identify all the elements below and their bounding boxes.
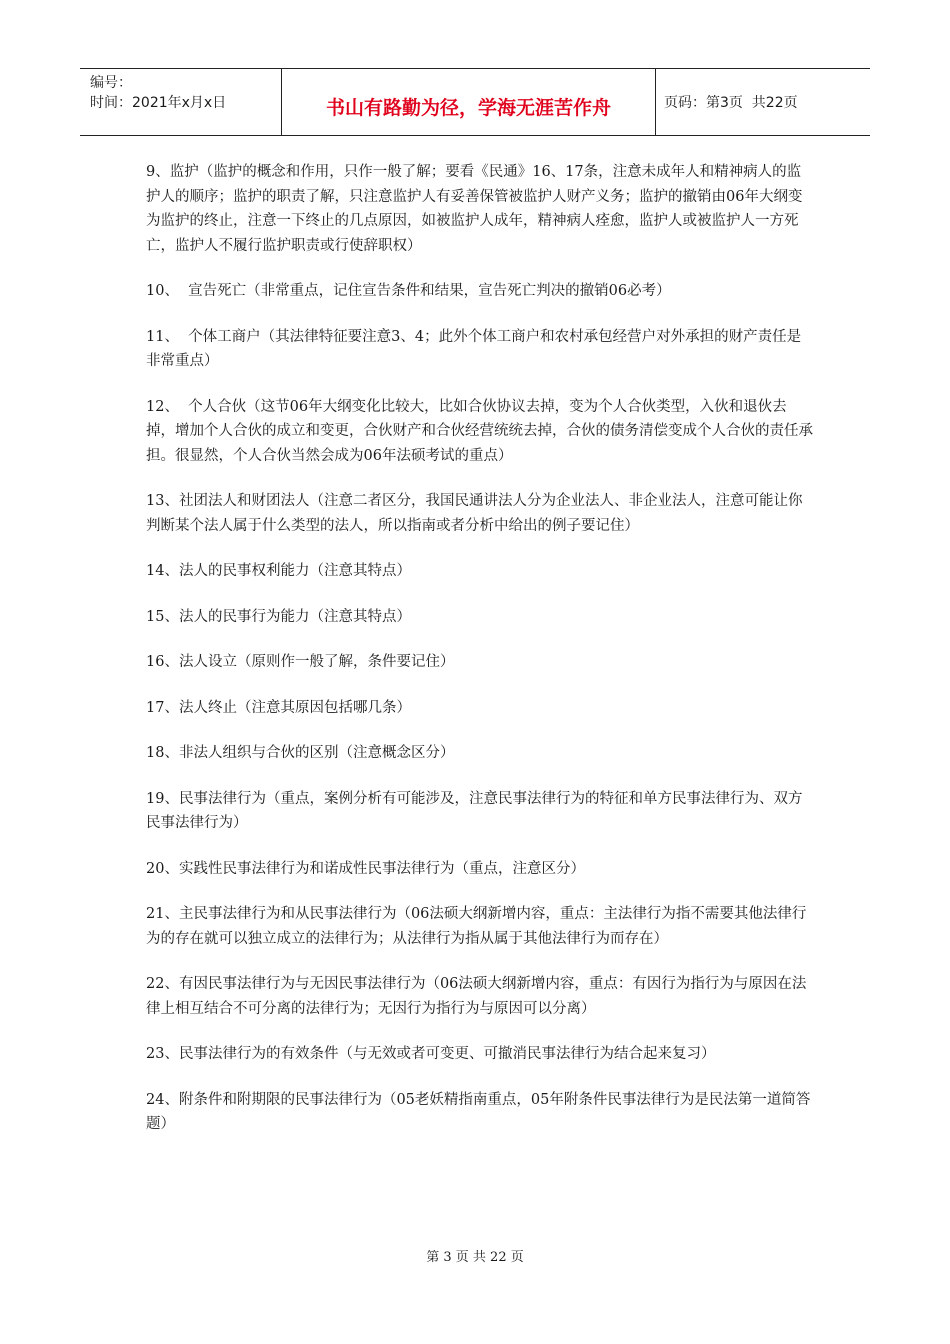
paragraph-item: 20、实践性民事法律行为和诺成性民事法律行为（重点，注意区分） bbox=[146, 860, 585, 877]
paragraph-item: 15、法人的民事行为能力（注意其特点） bbox=[146, 608, 411, 625]
document-time-label: 时间：2021年x月x日 bbox=[90, 95, 227, 111]
page-footer: 第 3 页 共 22 页 bbox=[426, 1250, 524, 1265]
paragraph-item: 14、法人的民事权利能力（注意其特点） bbox=[146, 563, 411, 579]
paragraph-item: 12、 个人合伙（这节06年大纲变化比较大，比如合伙协议去掉，变为个人合伙类型，入伙和退伙去掉，增加个人合伙的成立和变更，合伙财产和合伙经营统统去掉，合伙的债务清偿变成个人合伙的责任承担。很显然，个人合伙当然会成为06年法硕考试的重点） bbox=[146, 398, 813, 464]
paragraph-item: 19、民事法律行为（重点，案例分析有可能涉及，注意民事法律行为的特征和单方民事法律行为、双方民事法律行为） bbox=[146, 790, 803, 831]
paragraph-item: 9、监护（监护的概念和作用，只作一般了解；要看《民通》16、17条，注意未成年人和精神病人的监护人的顺序；监护的职责了解，只注意监护人有妥善保管被监护人财产义务；监护的撤销由06年大纲变为监护的终止，注意一下终止的几点原因，如被监护人成年，精神病人痊愈，监护人或被监护人一方死亡，监护人不履行监护职责或行使辞职权） bbox=[146, 164, 803, 254]
document-number-label: 编号： bbox=[90, 75, 132, 91]
header-page-info: 页码：第3页 共22页 bbox=[664, 95, 798, 111]
document-body bbox=[146, 160, 814, 1158]
paragraph-item: 23、民事法律行为的有效条件（与无效或者可变更、可撤消民事法律行为结合起来复习） bbox=[146, 1046, 716, 1062]
document-header bbox=[80, 68, 870, 136]
paragraph-item: 13、社团法人和财团法人（注意二者区分，我国民通讲法人分为企业法人、非企业法人，注意可能让你判断某个法人属于什么类型的法人，所以指南或者分析中给出的例子要记住） bbox=[146, 493, 803, 534]
paragraph-item: 21、主民事法律行为和从民事法律行为（06法硕大纲新增内容，重点：主法律行为指不需要其他法律行为的存在就可以独立成立的法律行为；从法律行为指从属于其他法律行为而存在） bbox=[146, 906, 807, 947]
header-motto: 书山有路勤为径，学海无涯苦作舟 bbox=[282, 69, 656, 135]
paragraph-item: 16、法人设立（原则作一般了解，条件要记住） bbox=[146, 654, 455, 670]
paragraph-item: 22、有因民事法律行为与无因民事法律行为（06法硕大纲新增内容，重点：有因行为指行为与原因在法律上相互结合不可分离的法律行为；无因行为指行为与原因可以分离） bbox=[146, 976, 807, 1017]
paragraph-item: 17、法人终止（注意其原因包括哪几条） bbox=[146, 699, 411, 716]
paragraph-item: 11、 个体工商户（其法律特征要注意3、4；此外个体工商户和农村承包经营户对外承担的财产责任是非常重点） bbox=[146, 328, 802, 369]
header-meta bbox=[80, 69, 282, 135]
paragraph-item: 18、非法人组织与合伙的区别（注意概念区分） bbox=[146, 745, 455, 761]
paragraph-item: 24、附条件和附期限的民事法律行为（05老妖精指南重点，05年附条件民事法律行为是民法第一道简答题） bbox=[146, 1091, 811, 1132]
paragraph-item: 10、 宣告死亡（非常重点，记住宣告条件和结果，宣告死亡判决的撤销06必考） bbox=[146, 283, 671, 299]
